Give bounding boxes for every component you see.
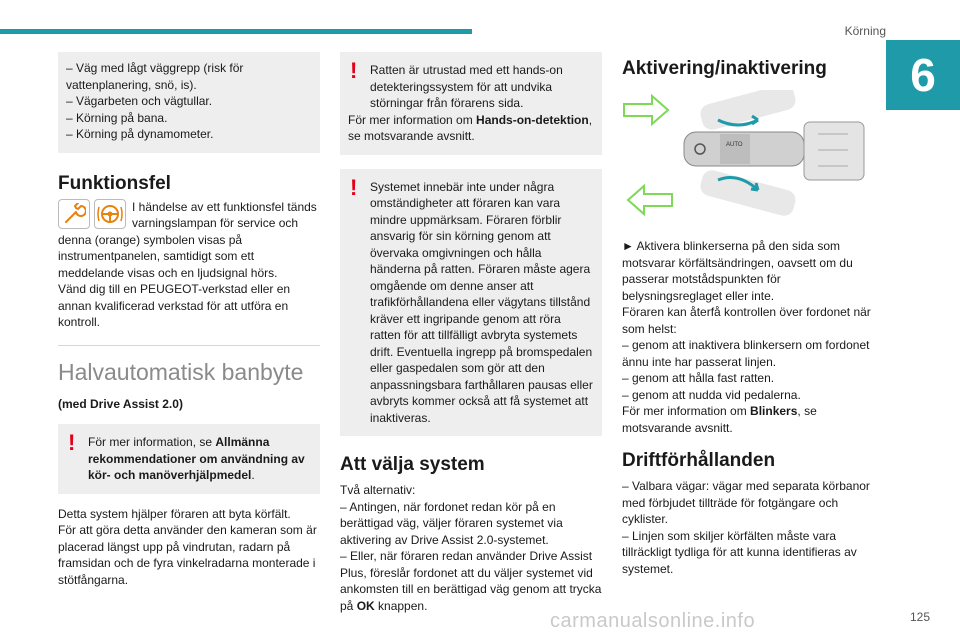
funktionsfel-text-2: Vänd dig till en PEUGEOT-verkstad eller en annan kvalificerad verkstad för att utföra en kontroll.: [58, 282, 291, 329]
body-text-1: Detta system hjälper föraren att byta körfält.: [58, 506, 291, 521]
aktiv-text-3: – genom att inaktivera blinkersern om fordonet ännu inte har passerat linjen.: [622, 338, 870, 369]
steering-wheel-warning-icon: [94, 199, 126, 229]
heading-driftforhallanden: Driftförhållanden: [622, 450, 776, 471]
aktiv-text-6-post: , se motsvarande avsnitt.: [622, 404, 817, 435]
valja-option-1: – Antingen, när fordonet redan kör på en berättigad väg, väljer föraren systemet via aktivering av Drive Assist 2.0-systemet.: [340, 499, 563, 547]
drift-text-1: – Valbara vägar: vägar med separata körbanor med förbjudet tillträde för fotgängare och cyklister.: [622, 479, 870, 526]
funktionsfel-section: [58, 199, 320, 331]
wrench-icon: [58, 199, 90, 229]
svg-text:AUTO: AUTO: [726, 142, 743, 148]
list-item: – Körning på bana.: [66, 110, 168, 125]
divider: [58, 345, 320, 346]
warning-icons: [58, 199, 126, 229]
warning-text: Ratten är utrustad med ett hands-on detekteringssystem för att undvika störningar från förarens sida.: [370, 63, 563, 110]
warning-box-attention: [340, 169, 602, 437]
valja-option-2-post: knappen.: [374, 598, 428, 613]
warning-box-recommendations: [58, 424, 320, 494]
exclamation-icon: !: [350, 58, 358, 83]
warning-text-post: .: [251, 468, 255, 482]
blinkers-link: Blinkers: [750, 404, 798, 418]
conditions-list-box: [58, 52, 320, 153]
exclamation-icon: !: [68, 430, 76, 455]
arrow-left-icon: [628, 186, 672, 214]
stalk-down-icon: [698, 168, 797, 218]
valja-intro: Två alternativ:: [340, 483, 416, 497]
column-1: [58, 52, 320, 588]
aktiv-text-5: – genom att nudda vid pedalerna.: [622, 387, 801, 402]
warning-text-pre: För mer information om: [348, 112, 477, 127]
ok-label: OK: [356, 598, 375, 613]
indicator-stalk-illustration: [622, 90, 880, 230]
drift-text-2: – Linjen som skiljer körfälten måste vara tillräckligt tydliga för att kunna identifieras av systemet.: [622, 528, 857, 576]
valja-option-2-pre: – Eller, när föraren redan använder Drive Assist Plus, föreslår fordonet att du väljer systemet vid ankomsten till en berättigad väg genom att trycka på: [340, 549, 602, 613]
list-item: – Körning på dynamometer.: [66, 127, 214, 141]
column-3: [622, 52, 880, 577]
warning-text: [66, 430, 312, 484]
warning-text-post: , se motsvarande avsnitt.: [348, 112, 593, 143]
list-item: – Väg med lågt väggrepp (risk för vattenplanering, snö, is).: [66, 61, 244, 92]
aktiv-text-4: – genom att hålla fast ratten.: [622, 371, 775, 385]
heading-aktivering: Aktivering/inaktivering: [622, 58, 827, 79]
heading-valja-system: Att välja system: [340, 454, 485, 475]
list-item: – Vägarbeten och vägtullar.: [66, 94, 213, 108]
heading-funktionsfel: Funktionsfel: [58, 172, 171, 194]
section-title: Körning: [844, 24, 886, 38]
page-number: 125: [909, 610, 930, 624]
header-accent-bar: [0, 29, 472, 34]
aktiv-step: ► Aktivera blinkerserna på den sida som motsvarar körfältsändringen, oavsett om du passerar motstådspunkten för belysningsreglaget eller inte.: [622, 239, 853, 303]
warning-link: Hands-on-detektion: [476, 112, 589, 127]
watermark: carmanualsonline.info: [550, 610, 756, 632]
valja-option-2: [340, 548, 602, 614]
warning-text-more: [348, 112, 594, 145]
aktiv-text-6-pre: För mer information om: [622, 404, 751, 418]
heading-halvautomatisk: Halvautomatisk banbyte: [58, 358, 304, 385]
warning-box-hands-on: [340, 52, 602, 155]
body-text-2: För att göra detta använder den kameran som är placerad längst upp på vindrutan, radarn på framsidan och de fyra vinkelradarna monterade i stötfångarna.: [58, 523, 317, 587]
warning-text-pre: För mer information, se: [88, 435, 216, 449]
warning-text: Systemet innebär inte under några omständigheter att föraren kan vara mindre uppmärksam. Föraren förblir ansvarig för sin körning genom att övervaka omgivningen och hålla händerna på ratten. Föraren måste agera omgående om denne anser att trafikförhållandena eller vägytans tillstånd kräver ett ingripande genom att röra ratten för att tillfälligt avbryta systemets drift. Eventuella ingrepp på bromspedalen eller gaspedalen som gör att den anpassningsbara farthållaren pausas eller avbryts kommer också att få systemet att inaktiveras.: [370, 179, 593, 425]
stalk-up-icon: [698, 90, 797, 132]
warning-link: Allmänna rekommendationer om användning av kör- och manöverhjälpmedel: [88, 435, 305, 482]
funktionsfel-text: I händelse av ett funktionsfel tänds varningslampan för service och denna (orange) symbolen visas på instrumentpanelen, samtidigt som ett meddelande visas och en ljudsignal hörs.: [58, 199, 317, 280]
aktiv-text-6: [622, 403, 880, 436]
subtitle: (med Drive Assist 2.0): [58, 396, 183, 411]
column-2: [340, 52, 602, 614]
chapter-number: 6: [886, 40, 960, 110]
exclamation-icon: !: [350, 174, 358, 200]
arrow-right-icon: [624, 96, 668, 124]
aktiv-text-2: Föraren kan återfå kontrollen över fordonet när som helst:: [622, 305, 871, 336]
